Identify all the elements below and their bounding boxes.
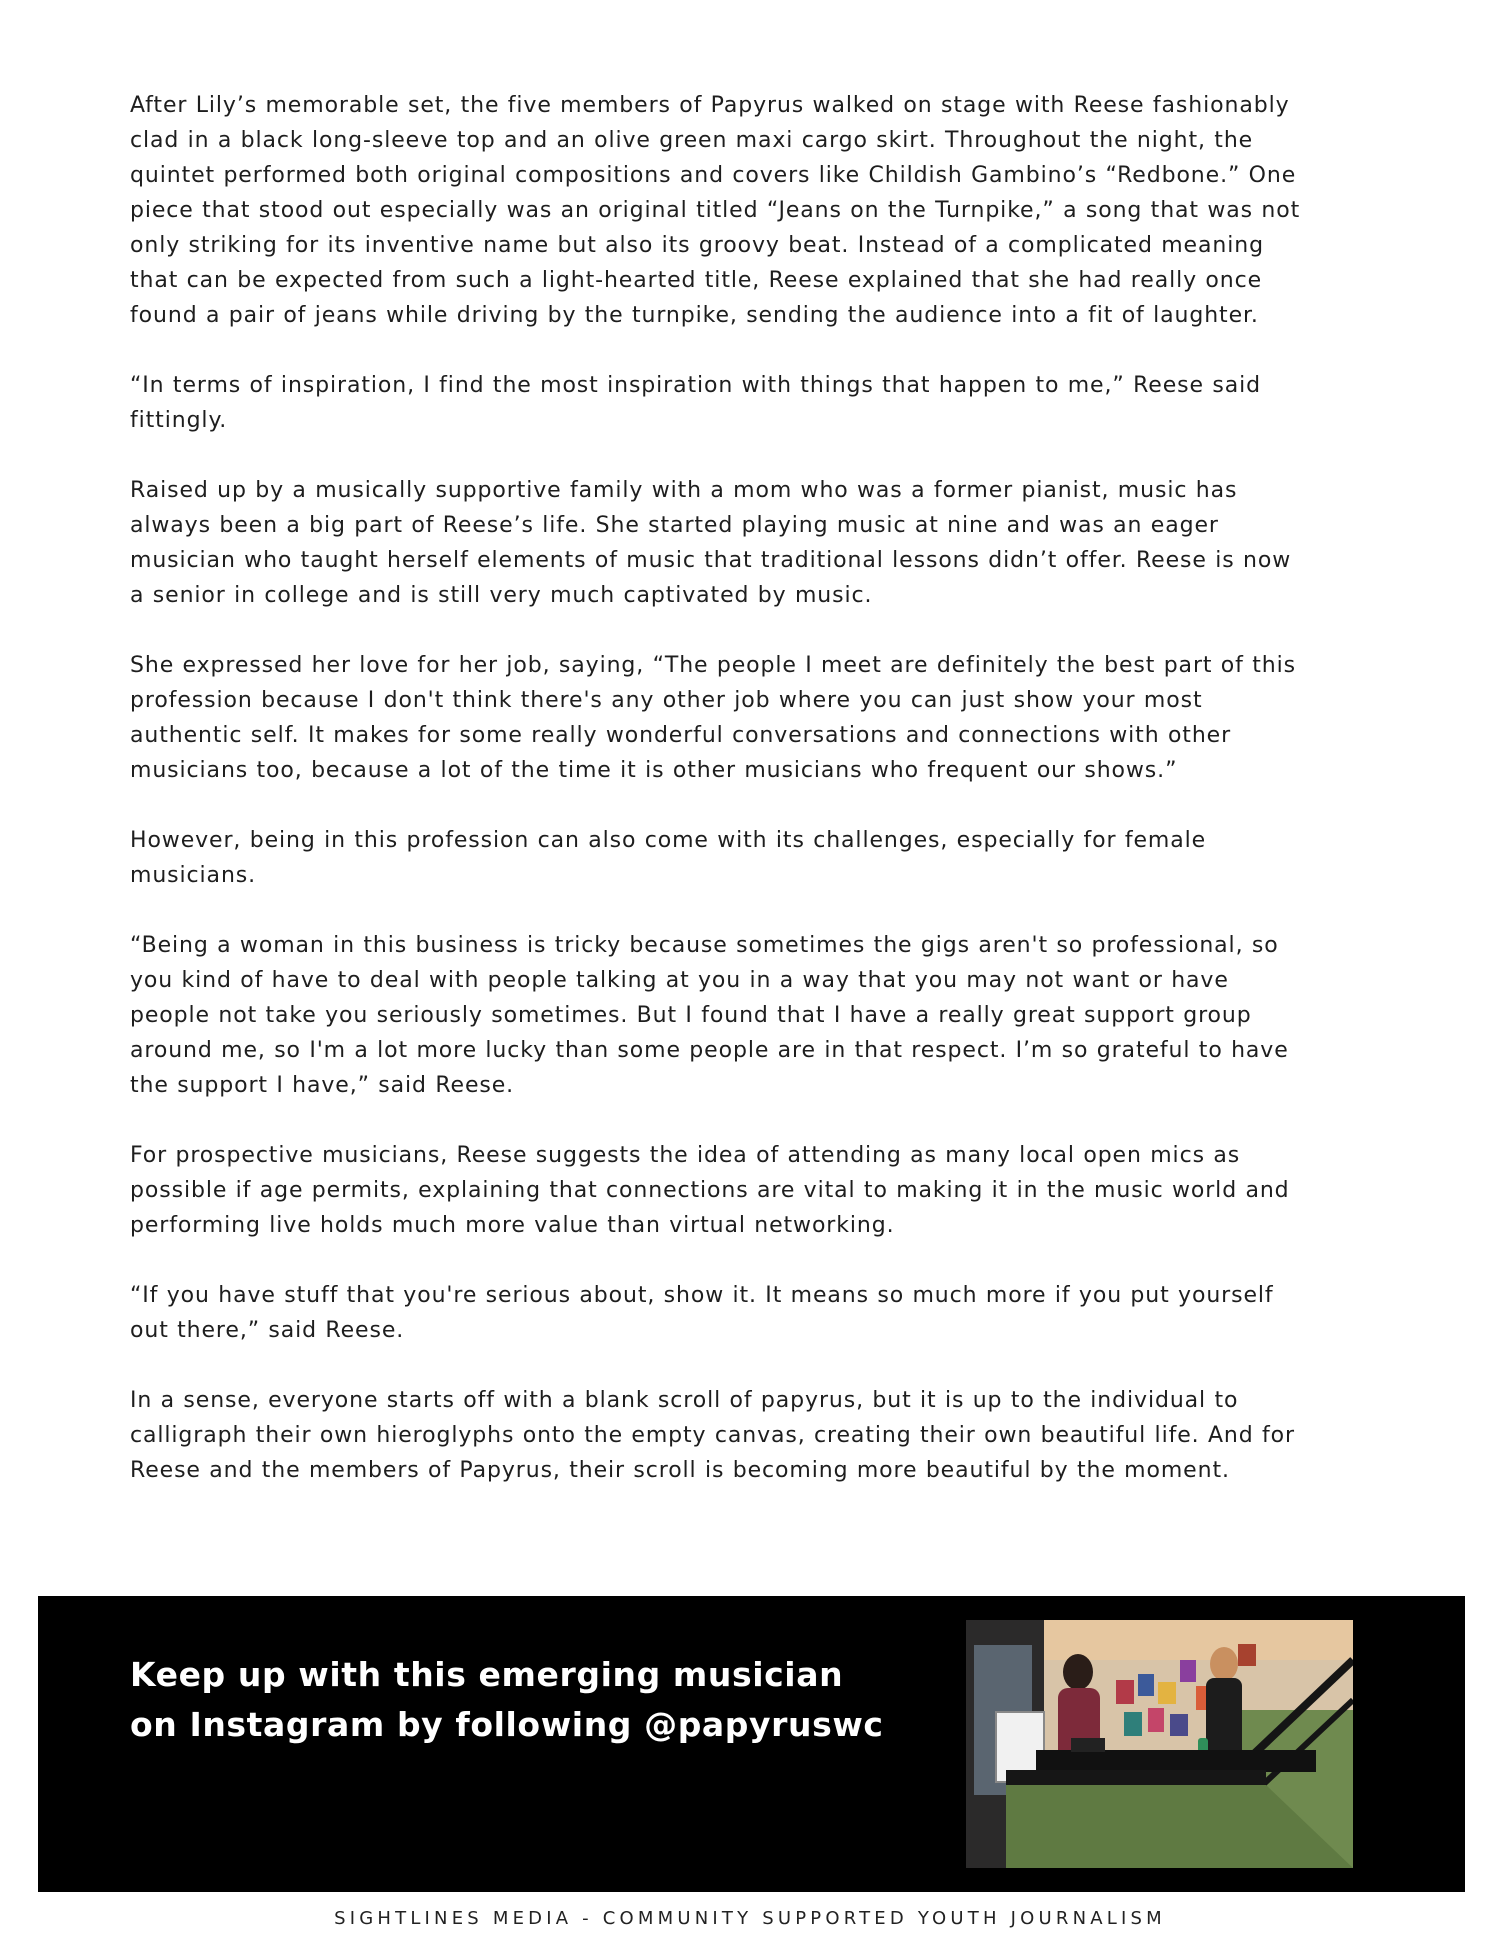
article-paragraph: “In terms of inspiration, I find the most inspiration with things that happen to me,” Reese said fittingly. [130,373,1261,433]
counter-edge [1006,1770,1266,1785]
poster [1148,1708,1164,1732]
instagram-promo-banner [38,1596,1465,1892]
counter-top [1036,1750,1316,1772]
article-paragraph: For prospective musicians, Reese suggests the idea of attending as many local open mics as possible if age permits, explaining that connections are vital to making it in the music world and performing live holds much more value than virtual networking. [130,1143,1290,1238]
article-paragraph: In a sense, everyone starts off with a blank scroll of papyrus, but it is up to the individual to calligraph their own hieroglyphs onto the empty canvas, creating their own beautiful life. And for Reese and the members of Papyrus, their scroll is becoming more beautiful by the moment. [130,1388,1295,1483]
article-paragraph: After Lily’s memorable set, the five members of Papyrus walked on stage with Reese fashionably clad in a black long-sleeve top and an olive green maxi cargo skirt. Throughout the night, the quintet performed both original compositions and covers like Childish Gambino’s “Redbone.” One piece that stood out especially was an original titled “Jeans on the Turnpike,” a song that was not only striking for its inventive name but also its groovy beat. Instead of a complicated meaning that can be expected from such a light-hearted title, Reese explained that she had really once found a pair of jeans while driving by the turnpike, sending the audience into a fit of laughter. [130,93,1301,328]
poster [1238,1644,1256,1666]
poster [1138,1674,1154,1696]
article-paragraph: Raised up by a musically supportive family with a mom who was a former pianist, music has always been a big part of Reese’s life. She started playing music at nine and was an eager musician who taught herself elements of music that traditional lessons didn’t offer. Reese is now a senior in college and is still very much captivated by music. [130,478,1292,608]
footer-tagline: SIGHTLINES MEDIA - COMMUNITY SUPPORTED YOUTH JOURNALISM [334,1908,1166,1929]
band-photo-illustration [966,1620,1353,1868]
person-head [1210,1647,1238,1681]
article-body [130,88,1310,1523]
promo-text: Keep up with this emerging musician on Instagram by following @papyruswc [130,1655,884,1744]
poster [1158,1682,1176,1704]
poster [1124,1712,1142,1736]
article-paragraph: However, being in this profession can also come with its challenges, especially for female musicians. [130,828,1207,888]
person-head [1063,1654,1093,1690]
article-paragraph: “Being a woman in this business is tricky because sometimes the gigs aren't so professional, so you kind of have to deal with people talking at you in a way that you may not want or have people not take you seriously sometimes. But I found that I have a really great support group around me, so I'm a lot more lucky than some people are in that respect. I’m so grateful to have the support I have,” said Reese. [130,933,1289,1098]
poster [1170,1714,1188,1736]
band-photo [966,1620,1353,1868]
article-paragraph: “If you have stuff that you're serious about, show it. It means so much more if you put yourself out there,” said Reese. [130,1283,1274,1343]
laptop [1071,1738,1105,1752]
poster [1116,1680,1134,1704]
article-paragraph: She expressed her love for her job, saying, “The people I meet are definitely the best part of this profession because I don't think there's any other job where you can just show your most authentic self. It makes for some really wonderful conversations and connections with other musicians too, because a lot of the time it is other musicians who frequent our shows.” [130,653,1296,783]
poster [1180,1660,1196,1682]
